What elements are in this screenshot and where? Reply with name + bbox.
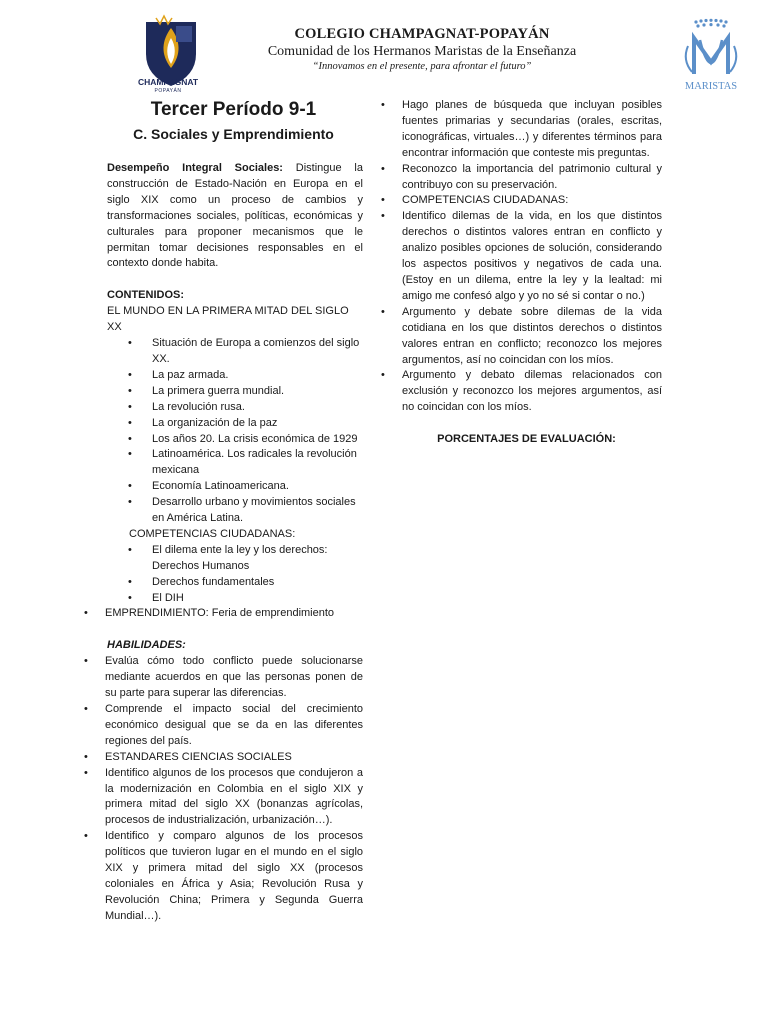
school-motto: “Innovamos en el presente, para afrontar el futuro” xyxy=(312,61,532,72)
period-title: Tercer Período 9-1 xyxy=(150,99,317,120)
list-item: • La paz armada. xyxy=(128,368,363,384)
contenidos-heading: EL MUNDO EN LA PRIMERA MITAD DEL SIGLO XX xyxy=(107,305,349,334)
list-item: • Comprende el impacto social del crecimiento económico desigual que se da en las diferentes regiones del país. xyxy=(84,702,363,750)
subject-subtitle: C. Sociales y Emprendimiento xyxy=(133,126,334,142)
list-item: • Desarrollo urbano y movimientos sociales en América Latina. xyxy=(128,495,363,527)
document-header xyxy=(0,0,768,96)
list-item: • Latinoamérica. Los radicales la revolución mexicana xyxy=(128,447,363,479)
school-title-block xyxy=(250,26,594,74)
competencias-list xyxy=(128,543,363,607)
desempeno-text: Distingue la construcción de Estado-Nación en Europa en el siglo XIX como un proceso de cambios y transformaciones sociales, políticas, económicas y culturales para proponer mecanismos que le permitan tomar decisiones responsables en el contexto donde habita. xyxy=(107,162,363,270)
list-item: • Identifico algunos de los procesos que condujeron a la modernización en Colombia en el siglo XIX y primera mitad del siglo XX (bonanzas agrícolas, procesos de industrialización, urbanización…). xyxy=(84,766,363,830)
list-item: • COMPETENCIAS CIUDADANAS: xyxy=(381,193,662,209)
competencias-label: COMPETENCIAS CIUDADANAS: xyxy=(129,527,296,540)
school-name: COLEGIO CHAMPAGNAT-POPAYÁN xyxy=(294,26,550,42)
habilidades-list xyxy=(84,654,363,924)
porcentajes-heading: PORCENTAJES DE EVALUACIÓN: xyxy=(437,433,616,446)
list-item: • ESTANDARES CIENCIAS SOCIALES xyxy=(84,750,363,766)
list-item: • Derechos fundamentales xyxy=(128,575,363,591)
desempeno-paragraph xyxy=(86,161,363,272)
left-column xyxy=(86,96,363,925)
list-item: • El DIH xyxy=(128,591,363,607)
emprendimiento-item: • EMPRENDIMIENTO: Feria de emprendimiento xyxy=(84,606,363,622)
habilidades-label: HABILIDADES: xyxy=(107,639,186,652)
contenidos-label: CONTENIDOS: xyxy=(107,289,184,302)
list-item: • Reconozco la importancia del patrimonio cultural y contribuyo con su preservación. xyxy=(381,162,662,194)
champagnat-logo-text: CHAMPAGNAT POPAYÁN xyxy=(137,77,199,94)
right-list xyxy=(381,98,662,416)
list-item: • Los años 20. La crisis económica de 1929 xyxy=(128,432,363,448)
list-item: • La organización de la paz xyxy=(128,416,363,432)
list-item: • Identifico y comparo algunos de los procesos políticos que tuvieron lugar en el mundo en el siglo XIX y primera mitad del siglo XX (procesos coloniales en África y Asia; Revolución Rusa y Revolución China; Primera y Segunda Guerra Mundial…). xyxy=(84,829,363,924)
list-item: • El dilema ente la ley y los derechos: Derechos Humanos xyxy=(128,543,363,575)
list-item: • La primera guerra mundial. xyxy=(128,384,363,400)
list-item: • Evalúa cómo todo conflicto puede solucionarse mediante acuerdos en que las personas ponen de su parte para superar las diferencias. xyxy=(84,654,363,702)
list-item: • Hago planes de búsqueda que incluyan posibles fuentes primarias y secundarias (orales, escritas, iconográficas, virtuales…) y diferentes términos para encontrar información que conteste mis preguntas. xyxy=(381,98,662,162)
list-item: • Argumento y debate sobre dilemas de la vida cotidiana en los que distintos derechos o distintos valores entran en conflicto; reconozco los mejores argumentos, así no coincidan con los míos. xyxy=(381,305,662,369)
list-item: • Situación de Europa a comienzos del siglo XX. xyxy=(128,336,363,368)
contenidos-list xyxy=(128,336,363,527)
emprendimiento-list xyxy=(84,606,363,622)
right-column xyxy=(381,98,662,448)
list-item: • La revolución rusa. xyxy=(128,400,363,416)
desempeno-label: Desempeño Integral Sociales: xyxy=(107,162,283,174)
list-item: • Economía Latinoamericana. xyxy=(128,479,363,495)
maristas-logo-text: MARISTAS xyxy=(684,81,738,92)
list-item: • Argumento y debato dilemas relacionados con exclusión y reconozco los mejores argumentos, así no coincidan con los míos. xyxy=(381,368,662,416)
school-subtitle: Comunidad de los Hermanos Maristas de la Enseñanza xyxy=(267,44,577,59)
list-item: • Identifico dilemas de la vida, en los que distintos derechos o distintos valores entran en conflicto y analizo posibles opciones de solución, considerando los aspectos positivos y negativos de cada una. (Estoy en un dilema, entre la ley y la lealtad: mi amigo me confesó algo y yo no sé si contar o no.) xyxy=(381,209,662,304)
maristas-logo xyxy=(672,16,750,94)
